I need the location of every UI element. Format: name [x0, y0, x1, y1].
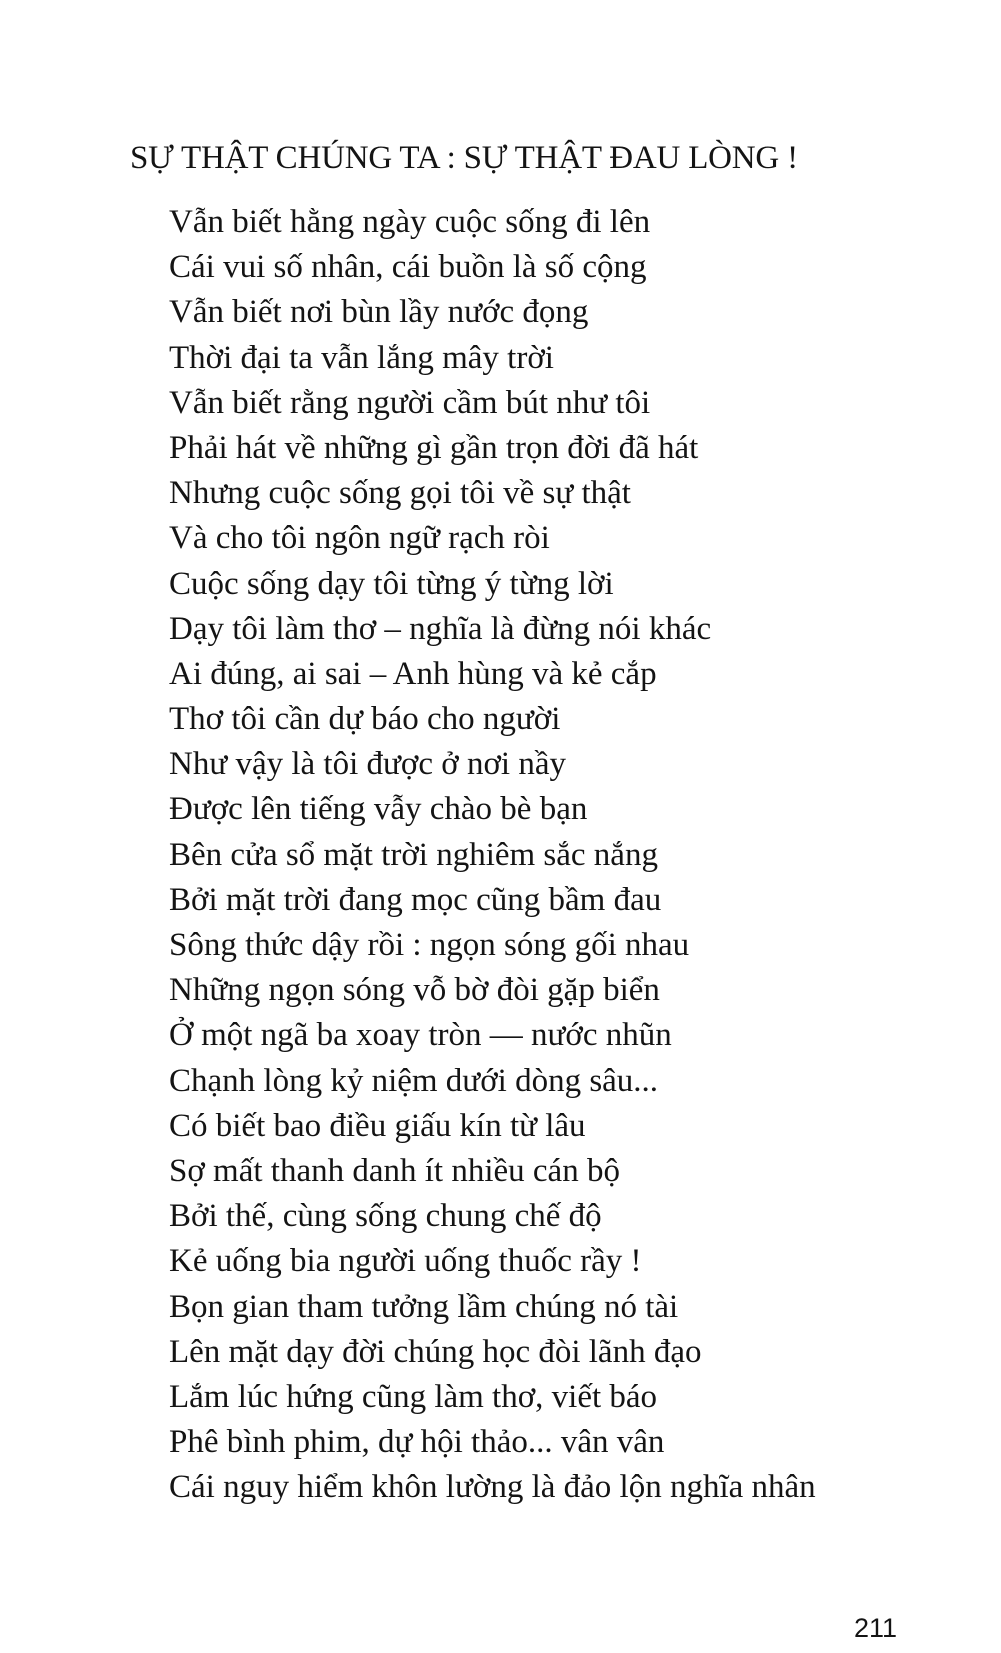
poem-line: Nhưng cuộc sống gọi tôi về sự thật — [169, 475, 631, 512]
poem-line: Và cho tôi ngôn ngữ rạch ròi — [169, 520, 550, 557]
poem-line: Bởi mặt trời đang mọc cũng bầm đau — [169, 881, 662, 918]
poem-line: Lên mặt dạy đời chúng học đòi lãnh đạo — [169, 1333, 702, 1370]
poem-line: Sông thức dậy rồi : ngọn sóng gối nhau — [169, 927, 690, 963]
poem-line: Phê bình phim, dự hội thảo... vân vân — [169, 1424, 665, 1461]
poem-line: Sợ mất thanh danh ít nhiều cán bộ — [169, 1152, 620, 1189]
poem-line: Vẫn biết rằng người cầm bút như tôi — [169, 384, 651, 421]
poem-line: Những ngọn sóng vỗ bờ đòi gặp biển — [169, 972, 660, 1009]
page-number: 211 — [854, 1613, 898, 1643]
poem-line: Ai đúng, ai sai – Anh hùng và kẻ cắp — [169, 655, 657, 692]
poem-line: Lắm lúc hứng cũng làm thơ, viết báo — [169, 1378, 658, 1415]
poem-line: Bên cửa sổ mặt trời nghiêm sắc nắng — [169, 836, 658, 873]
poem-line: Cuộc sống dạy tôi từng ý từng lời — [169, 565, 614, 602]
poem-body — [169, 200, 816, 1510]
poem-line: Dạy tôi làm thơ – nghĩa là đừng nói khác — [169, 610, 712, 647]
poem-line: Vẫn biết hằng ngày cuộc sống đi lên — [169, 204, 651, 240]
poem-line: Bọn gian tham tưởng lầm chúng nó tài — [169, 1288, 679, 1325]
poem-line: Kẻ uống bia người uống thuốc rầy ! — [169, 1243, 642, 1280]
poem-line: Có biết bao điều giấu kín từ lâu — [169, 1107, 586, 1144]
poem-line: Ở một ngã ba xoay tròn — nước nhũn — [169, 1017, 672, 1054]
poem-line: Như vậy là tôi được ở nơi nầy — [169, 746, 566, 783]
poem-line: Phải hát về những gì gần trọn đời đã hát — [169, 429, 699, 466]
poem-line: Bởi thế, cùng sống chung chế độ — [169, 1198, 602, 1235]
poem-line: Thơ tôi cần dự báo cho người — [169, 701, 561, 738]
poem-line: Cái nguy hiểm khôn lường là đảo lộn nghĩa nhân — [169, 1469, 816, 1506]
poem-line: Cái vui số nhân, cái buồn là số cộng — [169, 249, 647, 286]
poem-line: Được lên tiếng vẫy chào bè bạn — [169, 791, 588, 828]
poem-line: Thời đại ta vẫn lắng mây trời — [169, 339, 554, 376]
poem-line: Vẫn biết nơi bùn lầy nước đọng — [169, 294, 589, 331]
poem-title: SỰ THẬT CHÚNG TA : SỰ THẬT ĐAU LÒNG ! — [130, 140, 798, 176]
poem-line: Chạnh lòng kỷ niệm dưới dòng sâu... — [169, 1062, 659, 1099]
